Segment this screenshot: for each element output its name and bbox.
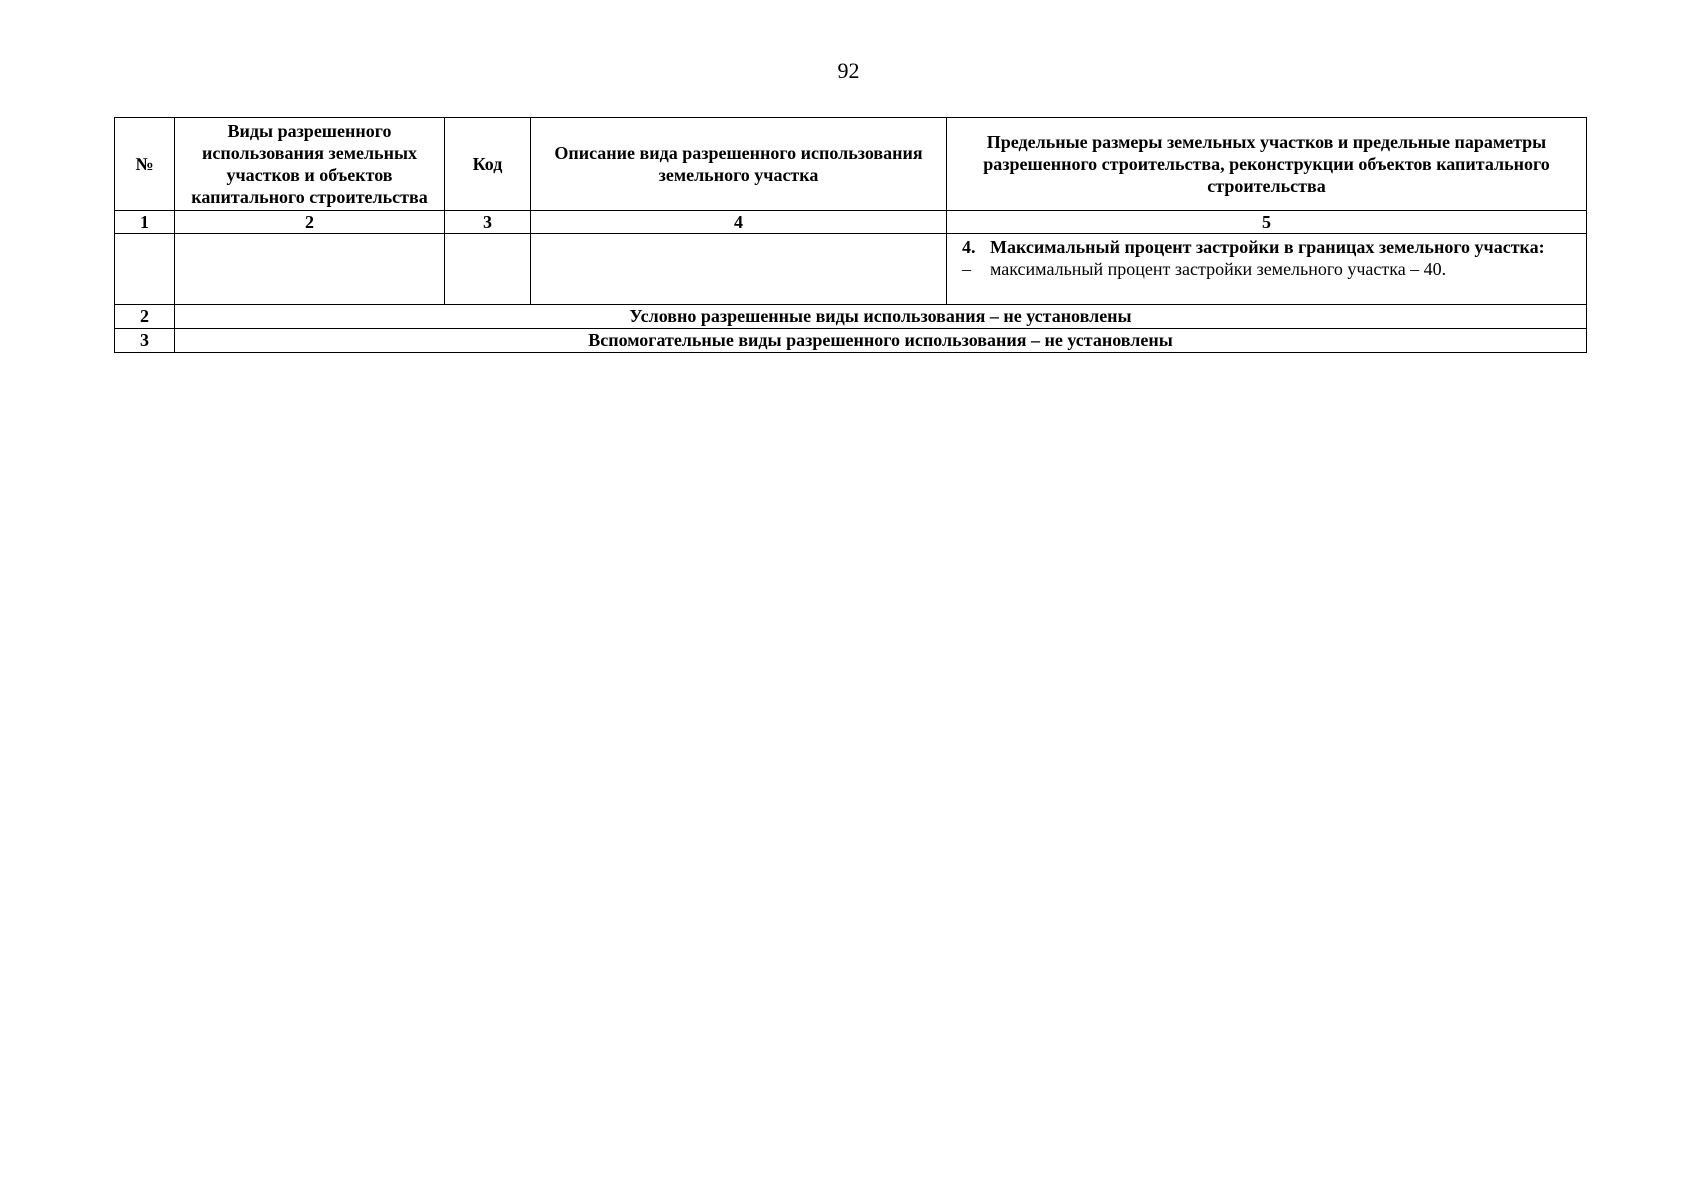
table-header-row: [115, 118, 1587, 211]
column-number: 3: [445, 211, 531, 234]
header-description: Описание вида разрешенного использования земельного участка: [531, 118, 947, 211]
parameter-sub-item: [962, 258, 1581, 280]
header-use-types: Виды разрешенного использования земельных участков и объектов капитального строительства: [175, 118, 445, 211]
column-number: 1: [115, 211, 175, 234]
header-number: №: [115, 118, 175, 211]
cell-use-type: [175, 234, 445, 305]
header-code: Код: [445, 118, 531, 211]
parameter-sub-marker: –: [962, 259, 971, 279]
cell-limits: [947, 234, 1587, 305]
cell-number: [115, 234, 175, 305]
cell-description: [531, 234, 947, 305]
parameter-item-title: Максимальный процент застройки в границах земельного участка:: [990, 237, 1545, 257]
parameter-item-marker: 4.: [962, 237, 976, 257]
zoning-table: [114, 117, 1587, 353]
auxiliary-uses-text: Вспомогательные виды разрешенного использования – не установлены: [175, 329, 1587, 353]
parameter-item: [962, 236, 1581, 258]
column-number: 4: [531, 211, 947, 234]
header-limits: Предельные размеры земельных участков и предельные параметры разрешенного строительства, реконструкции объектов капитального строительства: [947, 118, 1587, 211]
table-row: [115, 329, 1587, 353]
parameter-block: [948, 234, 1585, 280]
cell-code: [445, 234, 531, 305]
row-number: 3: [115, 329, 175, 353]
conditional-uses-text: Условно разрешенные виды использования – не установлены: [175, 305, 1587, 329]
parameter-sub-text: максимальный процент застройки земельного участка – 40.: [990, 259, 1447, 279]
table-row: [115, 234, 1587, 305]
table-row: [115, 305, 1587, 329]
row-number: 2: [115, 305, 175, 329]
column-number: 5: [947, 211, 1587, 234]
column-number: 2: [175, 211, 445, 234]
page-number: 92: [837, 58, 860, 83]
column-number-row: [115, 211, 1587, 234]
